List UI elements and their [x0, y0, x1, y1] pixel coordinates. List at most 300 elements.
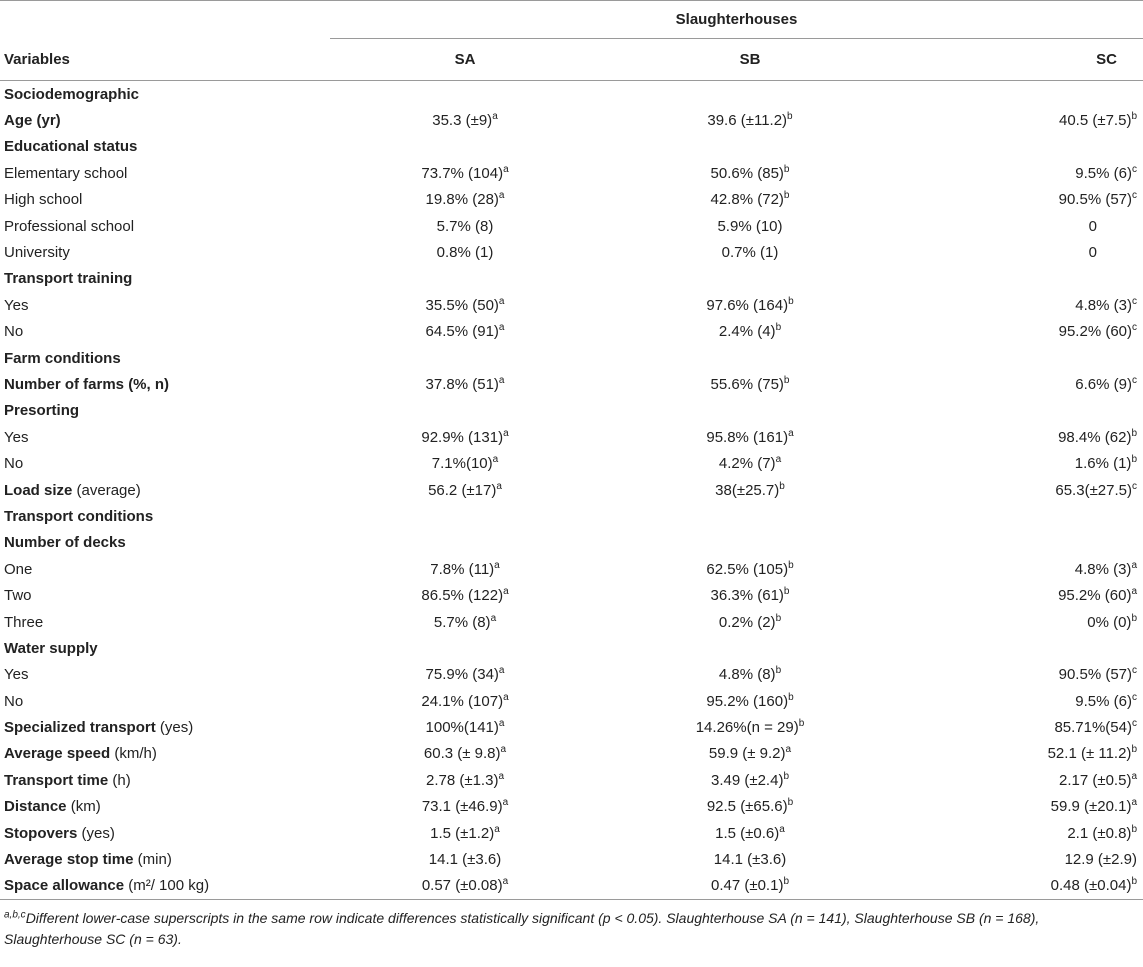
value-sb	[600, 266, 900, 292]
cell-value: 1.5 (±1.2)	[430, 824, 495, 842]
row-label-text: University	[4, 244, 70, 262]
cell-value: 65.3(±27.5)	[1055, 481, 1132, 499]
value-sb	[600, 662, 900, 688]
significance-superscript: a	[498, 190, 505, 202]
cell-value: 36.3% (61)	[710, 587, 784, 605]
value-sc	[900, 503, 1143, 529]
significance-superscript: a	[498, 322, 505, 334]
significance-superscript: b	[783, 374, 790, 386]
row-label	[0, 187, 330, 213]
cell-value: 5.7% (8)	[433, 613, 491, 631]
row-label	[0, 107, 330, 133]
cell-value: 92.9% (131)	[421, 428, 504, 446]
row-label-text: No	[4, 455, 24, 473]
significance-superscript: b	[788, 559, 794, 571]
table-body	[0, 81, 1143, 900]
value-sc	[900, 556, 1143, 582]
significance-superscript: a	[503, 163, 509, 175]
cell-value: 24.1% (107)	[421, 692, 504, 710]
value-sc	[900, 688, 1143, 714]
cell-value: 35.5% (50)	[425, 296, 499, 314]
value-sb	[600, 398, 900, 424]
significance-superscript: c	[1132, 295, 1137, 307]
significance-superscript: b	[783, 876, 789, 888]
significance-superscript: b	[787, 111, 793, 123]
significance-superscript: a	[785, 744, 792, 756]
cell-value: 3.49 (±2.4)	[711, 771, 784, 789]
value-sb	[600, 424, 900, 450]
cell-value: 14.1 (±3.6)	[428, 851, 502, 869]
table-row	[0, 450, 1143, 476]
significance-superscript: a	[502, 797, 509, 809]
significance-superscript: a	[494, 823, 500, 835]
table-row	[0, 107, 1143, 133]
cell-value: 100%(141)	[425, 719, 499, 737]
row-label-text: Distance	[4, 798, 67, 816]
row-label	[0, 873, 330, 900]
row-label	[0, 450, 330, 476]
significance-superscript: b	[775, 612, 782, 624]
cell-value: 56.2 (±17)	[428, 481, 497, 499]
value-sa	[330, 266, 600, 292]
significance-superscript: a	[498, 374, 505, 386]
significance-superscript: c	[1132, 718, 1137, 730]
cell-value: 35.3 (±9)	[432, 112, 493, 130]
cell-value: 4.8% (8)	[718, 666, 776, 684]
cell-value: 73.7% (104)	[421, 164, 504, 182]
value-sb	[600, 873, 900, 900]
significance-superscript: a	[494, 559, 500, 571]
value-sa	[330, 134, 600, 160]
table-row	[0, 688, 1143, 714]
value-sa	[330, 820, 600, 846]
significance-superscript: a	[500, 744, 507, 756]
row-label	[0, 345, 330, 371]
value-sc	[900, 635, 1143, 661]
row-label	[0, 688, 330, 714]
row-label	[0, 530, 330, 556]
significance-superscript: c	[1132, 190, 1137, 202]
value-sc	[900, 292, 1143, 318]
value-sa	[330, 714, 600, 740]
cell-value: 7.8% (11)	[430, 560, 495, 578]
value-sc	[900, 160, 1143, 186]
header-empty-cell	[0, 1, 330, 39]
significance-superscript: a	[779, 823, 785, 835]
value-sb	[600, 503, 900, 529]
value-sa	[330, 398, 600, 424]
significance-superscript: b	[783, 190, 790, 202]
row-label	[0, 846, 330, 872]
significance-superscript: b	[798, 718, 805, 730]
value-sb	[600, 582, 900, 608]
significance-superscript: c	[1132, 163, 1137, 175]
value-sb	[600, 107, 900, 133]
row-label-text: Presorting	[4, 402, 80, 420]
value-sc	[900, 345, 1143, 371]
value-sb	[600, 134, 900, 160]
significance-superscript: a	[502, 876, 509, 888]
value-sa	[330, 873, 600, 900]
value-sa	[330, 556, 600, 582]
value-sc	[900, 450, 1143, 476]
table-row	[0, 160, 1143, 186]
row-label	[0, 134, 330, 160]
value-sb	[600, 635, 900, 661]
cell-value: 0.2% (2)	[718, 613, 776, 631]
significance-superscript: a	[503, 691, 509, 703]
row-label-unit: (average)	[72, 481, 141, 499]
row-label	[0, 477, 330, 503]
value-sb	[600, 477, 900, 503]
significance-superscript: b	[1131, 876, 1137, 888]
cell-value: 90.5% (57)	[1058, 666, 1132, 684]
cell-value: 2.1 (±0.8)	[1067, 824, 1132, 842]
value-sc	[900, 609, 1143, 635]
cell-value: 14.26%(n = 29)	[695, 719, 799, 737]
cell-value: 4.2% (7)	[718, 455, 776, 473]
table-row	[0, 794, 1143, 820]
value-sa	[330, 609, 600, 635]
cell-value: 42.8% (72)	[710, 191, 784, 209]
value-sc	[900, 714, 1143, 740]
table-row	[0, 846, 1143, 872]
value-sc	[900, 820, 1143, 846]
column-header-sc: SC	[900, 39, 1143, 81]
table-footnote	[0, 900, 1143, 950]
row-label-unit: (yes)	[77, 824, 115, 842]
significance-superscript: a	[1131, 559, 1137, 571]
significance-superscript: b	[775, 665, 782, 677]
row-label	[0, 292, 330, 318]
cell-value: 98.4% (62)	[1058, 428, 1132, 446]
table-row	[0, 292, 1143, 318]
significance-superscript: b	[1131, 612, 1137, 624]
value-sc	[900, 398, 1143, 424]
significance-superscript: b	[788, 295, 794, 307]
significance-superscript: b	[788, 691, 794, 703]
footnote-text: Different lower-case superscripts in the same row indicate differences statistically significant (p < 0.05). Slaughterhouse SA (n = 141), Slaughterhouse SB (n = 168), Slaughterhouse SC (n = 63).	[4, 910, 1040, 948]
table-row	[0, 609, 1143, 635]
cell-value: 9.5% (6)	[1075, 164, 1132, 182]
value-sb	[600, 688, 900, 714]
cell-value: 73.1 (±46.9)	[421, 798, 503, 816]
table-row	[0, 477, 1143, 503]
cell-value: 60.3 (± 9.8)	[423, 745, 501, 763]
row-label	[0, 266, 330, 292]
table-row	[0, 873, 1143, 900]
significance-superscript: b	[1131, 454, 1137, 466]
value-sa	[330, 424, 600, 450]
value-sc	[900, 107, 1143, 133]
significance-superscript: a	[498, 770, 504, 782]
value-sb	[600, 160, 900, 186]
row-label-text: Yes	[4, 296, 29, 314]
table-row	[0, 767, 1143, 793]
significance-superscript: b	[1131, 427, 1137, 439]
cell-value: 12.9 (±2.9)	[1064, 851, 1137, 869]
significance-superscript: b	[1131, 744, 1137, 756]
value-sc	[900, 424, 1143, 450]
value-sc	[900, 873, 1143, 900]
table-row	[0, 134, 1143, 160]
slaughterhouses-group-label: Slaughterhouses	[330, 1, 1143, 39]
row-label-text: Farm conditions	[4, 349, 121, 367]
value-sc	[900, 794, 1143, 820]
significance-superscript: b	[783, 770, 789, 782]
table-row	[0, 81, 1143, 108]
significance-superscript: a	[498, 718, 505, 730]
value-sa	[330, 187, 600, 213]
value-sa	[330, 371, 600, 397]
value-sa	[330, 688, 600, 714]
variables-header: Variables	[0, 39, 330, 81]
header-group-row	[0, 1, 1143, 39]
value-sc	[900, 187, 1143, 213]
row-label	[0, 319, 330, 345]
cell-value: 5.9% (10)	[717, 217, 783, 235]
significance-superscript: a	[498, 665, 505, 677]
value-sb	[600, 556, 900, 582]
table-row	[0, 662, 1143, 688]
significance-superscript: a	[490, 612, 497, 624]
significance-superscript: b	[787, 797, 794, 809]
row-label-unit: (km/h)	[110, 745, 157, 763]
value-sb	[600, 794, 900, 820]
significance-superscript: a	[1131, 797, 1137, 809]
value-sb	[600, 714, 900, 740]
table-row	[0, 530, 1143, 556]
row-label-text: Average stop time	[4, 851, 134, 869]
significance-superscript: c	[1132, 665, 1137, 677]
value-sb	[600, 609, 900, 635]
value-sb	[600, 530, 900, 556]
value-sa	[330, 81, 600, 108]
value-sb	[600, 187, 900, 213]
value-sb	[600, 292, 900, 318]
row-label-text: Load size	[4, 481, 73, 499]
value-sb	[600, 767, 900, 793]
value-sc	[900, 846, 1143, 872]
value-sa	[330, 450, 600, 476]
value-sa	[330, 160, 600, 186]
row-label	[0, 371, 330, 397]
cell-value: 59.9 (± 9.2)	[708, 745, 786, 763]
row-label	[0, 424, 330, 450]
value-sc	[900, 741, 1143, 767]
value-sa	[330, 635, 600, 661]
significance-superscript: a	[1131, 586, 1137, 598]
cell-value: 5.7% (8)	[436, 217, 494, 235]
cell-value: 55.6% (75)	[710, 375, 784, 393]
value-sc	[900, 213, 1143, 239]
value-sa	[330, 767, 600, 793]
table-row	[0, 398, 1143, 424]
value-sa	[330, 582, 600, 608]
table-row	[0, 187, 1143, 213]
cell-value: 85.71%(54)	[1054, 719, 1132, 737]
significance-superscript: b	[783, 163, 790, 175]
row-label	[0, 767, 330, 793]
cell-value: 62.5% (105)	[706, 560, 789, 578]
significance-superscript: a	[503, 427, 509, 439]
significance-superscript: a	[503, 586, 509, 598]
value-sb	[600, 239, 900, 265]
header-columns-row	[0, 39, 1143, 81]
cell-value: 0	[1088, 217, 1097, 235]
row-label	[0, 81, 330, 108]
row-label-text: Specialized transport	[4, 719, 156, 737]
table-row	[0, 714, 1143, 740]
value-sb	[600, 213, 900, 239]
significance-superscript: a	[492, 111, 498, 123]
table-row	[0, 371, 1143, 397]
cell-value: 0	[1088, 244, 1097, 262]
cell-value: 64.5% (91)	[425, 323, 499, 341]
cell-value: 0.57 (±0.08)	[421, 877, 503, 895]
row-label-text: Yes	[4, 428, 29, 446]
row-label-text: No	[4, 692, 24, 710]
row-label-text: Transport conditions	[4, 507, 154, 525]
row-label-text: Educational status	[4, 138, 138, 156]
cell-value: 0.7% (1)	[721, 244, 779, 262]
value-sc	[900, 266, 1143, 292]
cell-value: 14.1 (±3.6)	[713, 851, 787, 869]
row-label	[0, 820, 330, 846]
table-row	[0, 213, 1143, 239]
significance-superscript: c	[1132, 691, 1137, 703]
row-label	[0, 741, 330, 767]
row-label	[0, 794, 330, 820]
table-row	[0, 741, 1143, 767]
row-label-text: Water supply	[4, 639, 98, 657]
value-sc	[900, 477, 1143, 503]
row-label-text: Elementary school	[4, 164, 128, 182]
significance-superscript: c	[1132, 480, 1137, 492]
column-header-sb: SB	[600, 39, 900, 81]
value-sa	[330, 213, 600, 239]
row-label-text: Number of decks	[4, 534, 126, 552]
cell-value: 0.48 (±0.04)	[1050, 877, 1132, 895]
cell-value: 4.8% (3)	[1075, 296, 1132, 314]
row-label	[0, 662, 330, 688]
cell-value: 95.2% (60)	[1058, 587, 1132, 605]
row-label-unit: (h)	[108, 771, 131, 789]
value-sc	[900, 662, 1143, 688]
table-row	[0, 345, 1143, 371]
cell-value: 38(±25.7)	[715, 481, 780, 499]
row-label-text: Sociodemographic	[4, 85, 140, 103]
value-sa	[330, 477, 600, 503]
cell-value: 9.5% (6)	[1075, 692, 1132, 710]
value-sa	[330, 741, 600, 767]
table-row	[0, 239, 1143, 265]
cell-value: 92.5 (±65.6)	[706, 798, 788, 816]
value-sc	[900, 530, 1143, 556]
value-sa	[330, 292, 600, 318]
row-label	[0, 398, 330, 424]
cell-value: 59.9 (±20.1)	[1050, 798, 1132, 816]
significance-superscript: b	[1131, 111, 1137, 123]
row-label-unit: (km)	[66, 798, 101, 816]
cell-value: 37.8% (51)	[425, 375, 499, 393]
value-sa	[330, 503, 600, 529]
column-header-sa: SA	[330, 39, 600, 81]
value-sb	[600, 450, 900, 476]
cell-value: 75.9% (34)	[425, 666, 499, 684]
row-label	[0, 582, 330, 608]
significance-superscript: b	[1131, 823, 1137, 835]
value-sb	[600, 319, 900, 345]
cell-value: 0.47 (±0.1)	[711, 877, 784, 895]
value-sb	[600, 81, 900, 108]
row-label-text: Space allowance	[4, 877, 125, 895]
value-sb	[600, 846, 900, 872]
significance-superscript: b	[779, 480, 785, 492]
significance-superscript: c	[1132, 374, 1137, 386]
value-sb	[600, 820, 900, 846]
row-label-text: Average speed	[4, 745, 111, 763]
cell-value: 95.2% (160)	[706, 692, 789, 710]
value-sa	[330, 239, 600, 265]
row-label-text: Transport time	[4, 771, 109, 789]
significance-superscript: a	[492, 454, 499, 466]
row-label	[0, 503, 330, 529]
row-label	[0, 160, 330, 186]
cell-value: 1.5 (±0.6)	[715, 824, 780, 842]
table-row	[0, 319, 1143, 345]
row-label-unit: (yes)	[155, 719, 194, 737]
significance-superscript: a	[1131, 770, 1137, 782]
row-label-text: High school	[4, 191, 83, 209]
value-sc	[900, 319, 1143, 345]
row-label-unit: (min)	[133, 851, 172, 869]
significance-superscript: b	[775, 322, 782, 334]
row-label	[0, 213, 330, 239]
cell-value: 86.5% (122)	[421, 587, 504, 605]
row-label-text: Number of farms (%, n)	[4, 375, 170, 393]
value-sb	[600, 741, 900, 767]
cell-value: 95.8% (161)	[706, 428, 789, 446]
row-label-text: Transport training	[4, 270, 133, 288]
value-sa	[330, 662, 600, 688]
row-label-text: Three	[4, 613, 44, 631]
value-sa	[330, 794, 600, 820]
significance-superscript: c	[1132, 322, 1137, 334]
footnote-superscripts: a,b,c	[4, 909, 26, 921]
row-label	[0, 635, 330, 661]
table-row	[0, 820, 1143, 846]
row-label	[0, 556, 330, 582]
row-label-text: Yes	[4, 666, 29, 684]
value-sa	[330, 846, 600, 872]
value-sa	[330, 530, 600, 556]
table-row	[0, 503, 1143, 529]
row-label-text: Stopovers	[4, 824, 78, 842]
significance-superscript: a	[498, 295, 505, 307]
row-label-text: One	[4, 560, 33, 578]
cell-value: 40.5 (±7.5)	[1059, 112, 1132, 130]
cell-value: 7.1%(10)	[431, 455, 493, 473]
cell-value: 95.2% (60)	[1058, 323, 1132, 341]
cell-value: 2.4% (4)	[718, 323, 776, 341]
cell-value: 0% (0)	[1087, 613, 1132, 631]
row-label	[0, 609, 330, 635]
cell-value: 90.5% (57)	[1058, 191, 1132, 209]
table-row	[0, 635, 1143, 661]
cell-value: 50.6% (85)	[710, 164, 784, 182]
row-label-text: No	[4, 323, 24, 341]
